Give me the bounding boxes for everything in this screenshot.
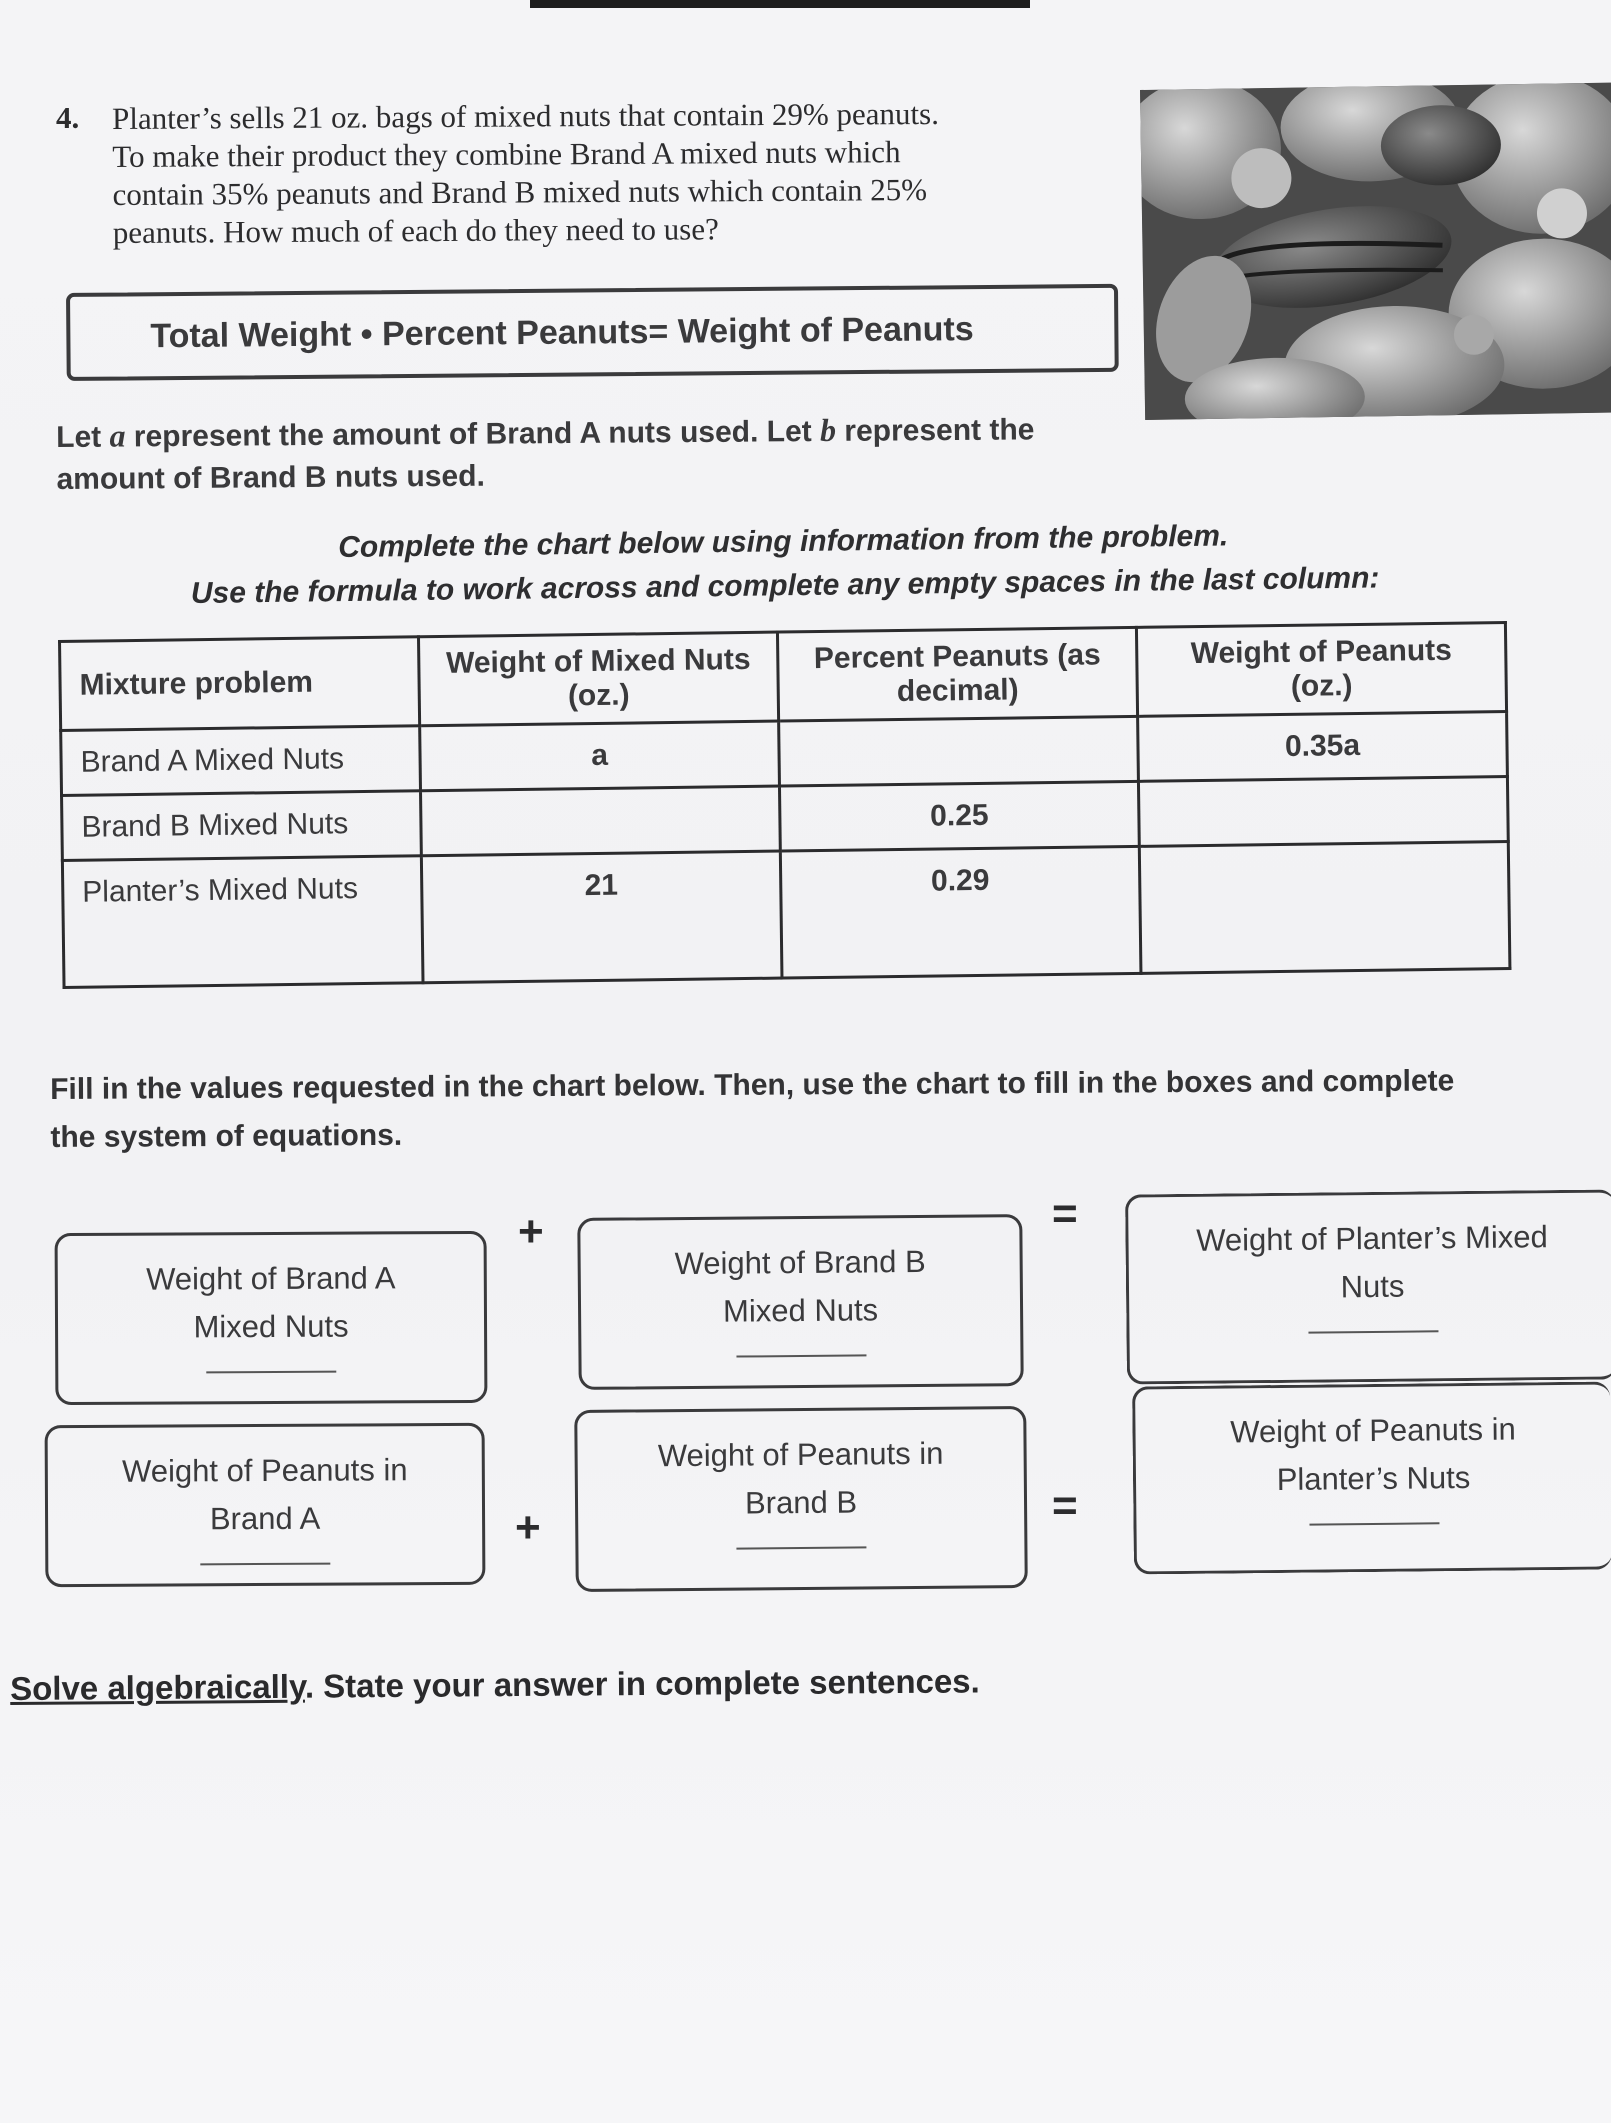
equation-box-brand-b-peanuts[interactable]: Weight of Peanuts in Brand B (574, 1406, 1028, 1592)
table-cell[interactable]: a (420, 721, 780, 791)
equals-sign: = (1052, 1189, 1078, 1238)
formula-box: Total Weight • Percent Peanuts= Weight of Peanuts (66, 284, 1119, 381)
equation-box-brand-a-peanuts[interactable]: Weight of Peanuts in Brand A (45, 1423, 486, 1587)
variable-b: b (819, 411, 837, 448)
table-row (62, 842, 1510, 988)
answer-blank[interactable] (200, 1563, 330, 1566)
table-cell[interactable] (779, 716, 1139, 786)
equation-box-planters-weight[interactable]: Weight of Planter’s Mixed Nuts (1125, 1189, 1611, 1384)
equation-box-brand-a-weight[interactable]: Weight of Brand A Mixed Nuts (55, 1231, 488, 1405)
equation-box-planters-peanuts[interactable]: Weight of Peanuts in Planter’s Nuts (1132, 1382, 1611, 1575)
equals-sign: = (1052, 1481, 1078, 1530)
question-line: To make their product they combine Brand A mixed nuts which (112, 134, 901, 174)
table-cell[interactable]: 0.29 (780, 846, 1141, 978)
table-header: Percent Peanuts (as decimal) (777, 627, 1137, 721)
plus-sign: + (515, 1503, 541, 1552)
question-text (112, 94, 1113, 252)
variable-a: a (109, 417, 126, 454)
table-cell: Brand B Mixed Nuts (62, 791, 422, 861)
fill-instructions: Fill in the values requested in the chart below. Then, use the chart to fill in the boxes and complete the system of equations. (50, 1064, 1455, 1154)
mixture-table (58, 621, 1511, 989)
mixed-nuts-photo (1140, 83, 1611, 420)
equation-box-brand-b-weight[interactable]: Weight of Brand B Mixed Nuts (577, 1214, 1023, 1390)
answer-blank[interactable] (736, 1354, 866, 1357)
question-number: 4. (56, 100, 80, 135)
table-cell[interactable] (421, 786, 781, 856)
table-cell[interactable]: 0.25 (779, 781, 1139, 851)
question-line: peanuts. How much of each do they need to use? (112, 211, 719, 250)
top-edge-shadow (530, 0, 1030, 8)
answer-blank[interactable] (1309, 1522, 1439, 1525)
answer-blank[interactable] (1308, 1330, 1438, 1333)
table-cell[interactable] (1138, 777, 1508, 847)
table-cell[interactable]: 21 (421, 851, 782, 983)
table-cell: Planter’s Mixed Nuts (62, 856, 423, 988)
variable-definitions: Let a represent the amount of Brand A nuts used. Let b represent the amount of Brand B nuts used. (56, 411, 1035, 496)
question-line: Planter’s sells 21 oz. bags of mixed nuts that contain 29% peanuts. (112, 95, 940, 136)
answer-blank[interactable] (736, 1546, 866, 1549)
table-header: Weight of Peanuts (oz.) (1136, 623, 1506, 717)
table-cell[interactable] (1139, 842, 1510, 974)
plus-sign: + (518, 1207, 544, 1256)
table-cell[interactable]: 0.35a (1138, 712, 1508, 782)
solve-instruction: Solve algebraically. State your answer in complete sentences. (10, 1662, 980, 1707)
table-header: Weight of Mixed Nuts (oz.) (418, 632, 778, 726)
question-line: contain 35% peanuts and Brand B mixed nuts which contain 25% (112, 172, 928, 212)
table-cell: Brand A Mixed Nuts (61, 726, 421, 796)
table-header: Mixture problem (60, 637, 420, 731)
chart-instructions: Complete the chart below using information from the problem. Use the formula to work across and complete any empty spaces in the last column: (190, 519, 1380, 610)
answer-blank[interactable] (206, 1371, 336, 1374)
